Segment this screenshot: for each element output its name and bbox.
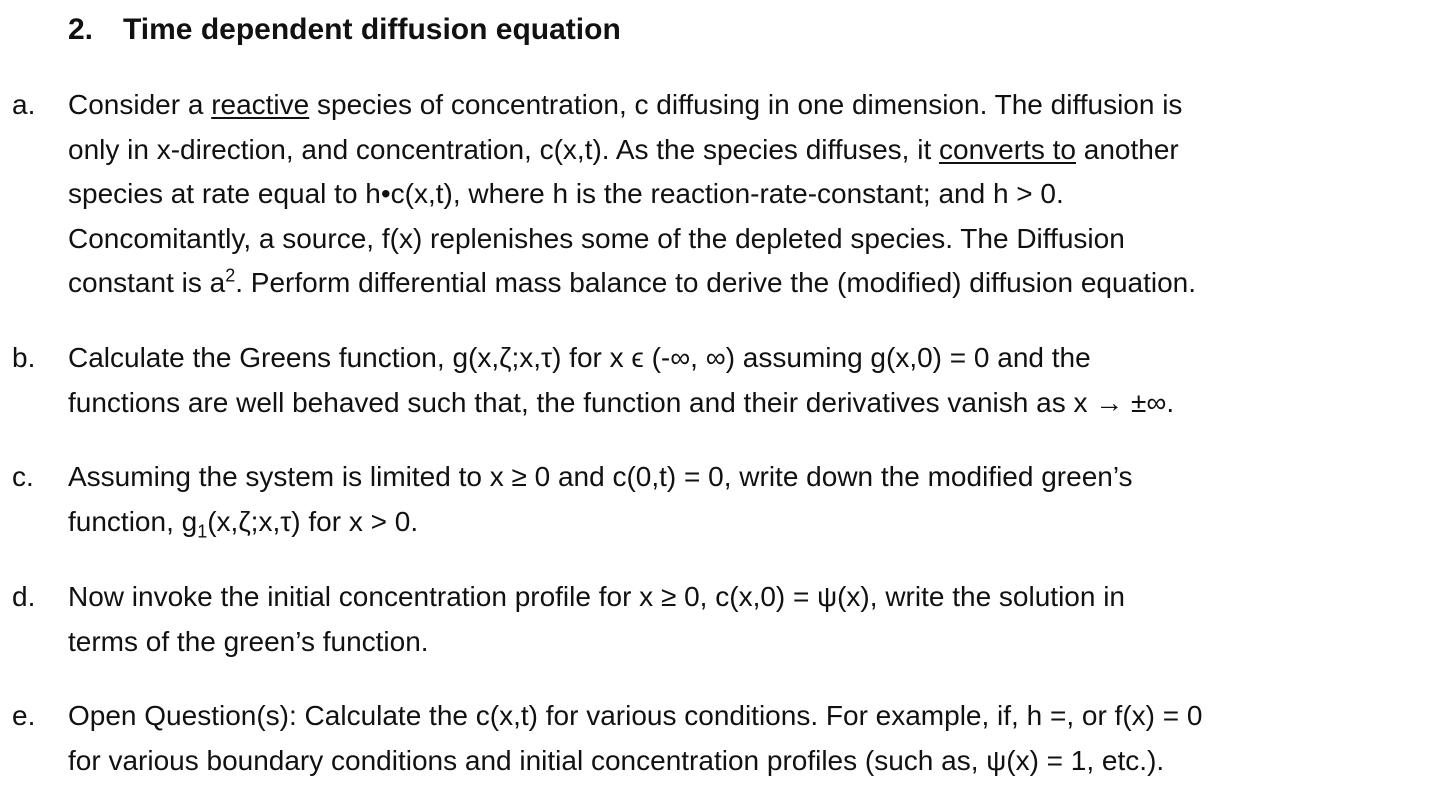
item-label-b: b.	[12, 342, 36, 373]
item-c-line-1: Assuming the system is limited to x ≥ 0 and c(0,t) = 0, write down the modified green’s	[68, 461, 1133, 492]
item-c-line-2: function, $g_1(x,\zeta;x,\tau)$ for x > 0.	[68, 505, 419, 542]
subscript: 1	[197, 521, 208, 542]
underlined-term-converts-to: converts to	[939, 133, 1076, 165]
section-heading	[68, 10, 621, 50]
section-number: 2.	[68, 13, 94, 46]
item-label-d: d.	[12, 581, 36, 612]
item-a-line-3: species at rate equal to h•c(x,t), where h is the reaction-rate-constant; and h > 0.	[68, 178, 1064, 209]
item-d-line-1: Now invoke the initial concentration profile for x ≥ 0, c(x,0) = ψ(x), write the solution in	[68, 581, 1125, 612]
item-d-line-2: terms of the green’s function.	[68, 625, 429, 657]
item-a-line-5: constant is $a^2$. Perform differential mass balance to derive the (modified) diffusion equation.	[68, 265, 1197, 298]
section-title: Time dependent diffusion equation	[123, 13, 621, 46]
superscript: 2	[225, 265, 236, 286]
item-label-a: a.	[12, 89, 36, 120]
item-a-line-1: Consider a reactive species of concentration, c diffusing in one dimension. The diffusion is	[68, 89, 1183, 120]
item-b-line-2: functions are well behaved such that, the function and their derivatives vanish as x → ±∞.	[68, 386, 1175, 418]
item-label-c: c.	[12, 461, 34, 492]
item-a-line-2: only in x-direction, and concentration, c(x,t). As the species diffuses, it converts to another	[68, 133, 1179, 165]
item-b-line-1: Calculate the Greens function, g(x,ζ;x,τ) for x ϵ (-∞, ∞) assuming g(x,0) = 0 and the	[68, 342, 1091, 373]
item-e-line-1: Open Question(s): Calculate the c(x,t) for various conditions. For example, if, h =, or f(x) = 0	[68, 700, 1203, 731]
underlined-term-reactive: reactive	[211, 89, 310, 120]
item-label-e: e.	[12, 700, 36, 731]
item-e-line-2: for various boundary conditions and initial concentration profiles (such as, ψ(x) = 1, etc.).	[68, 744, 1165, 776]
item-a-line-4: Concomitantly, a source, f(x) replenishes some of the depleted species. The Diffusion	[68, 222, 1125, 254]
